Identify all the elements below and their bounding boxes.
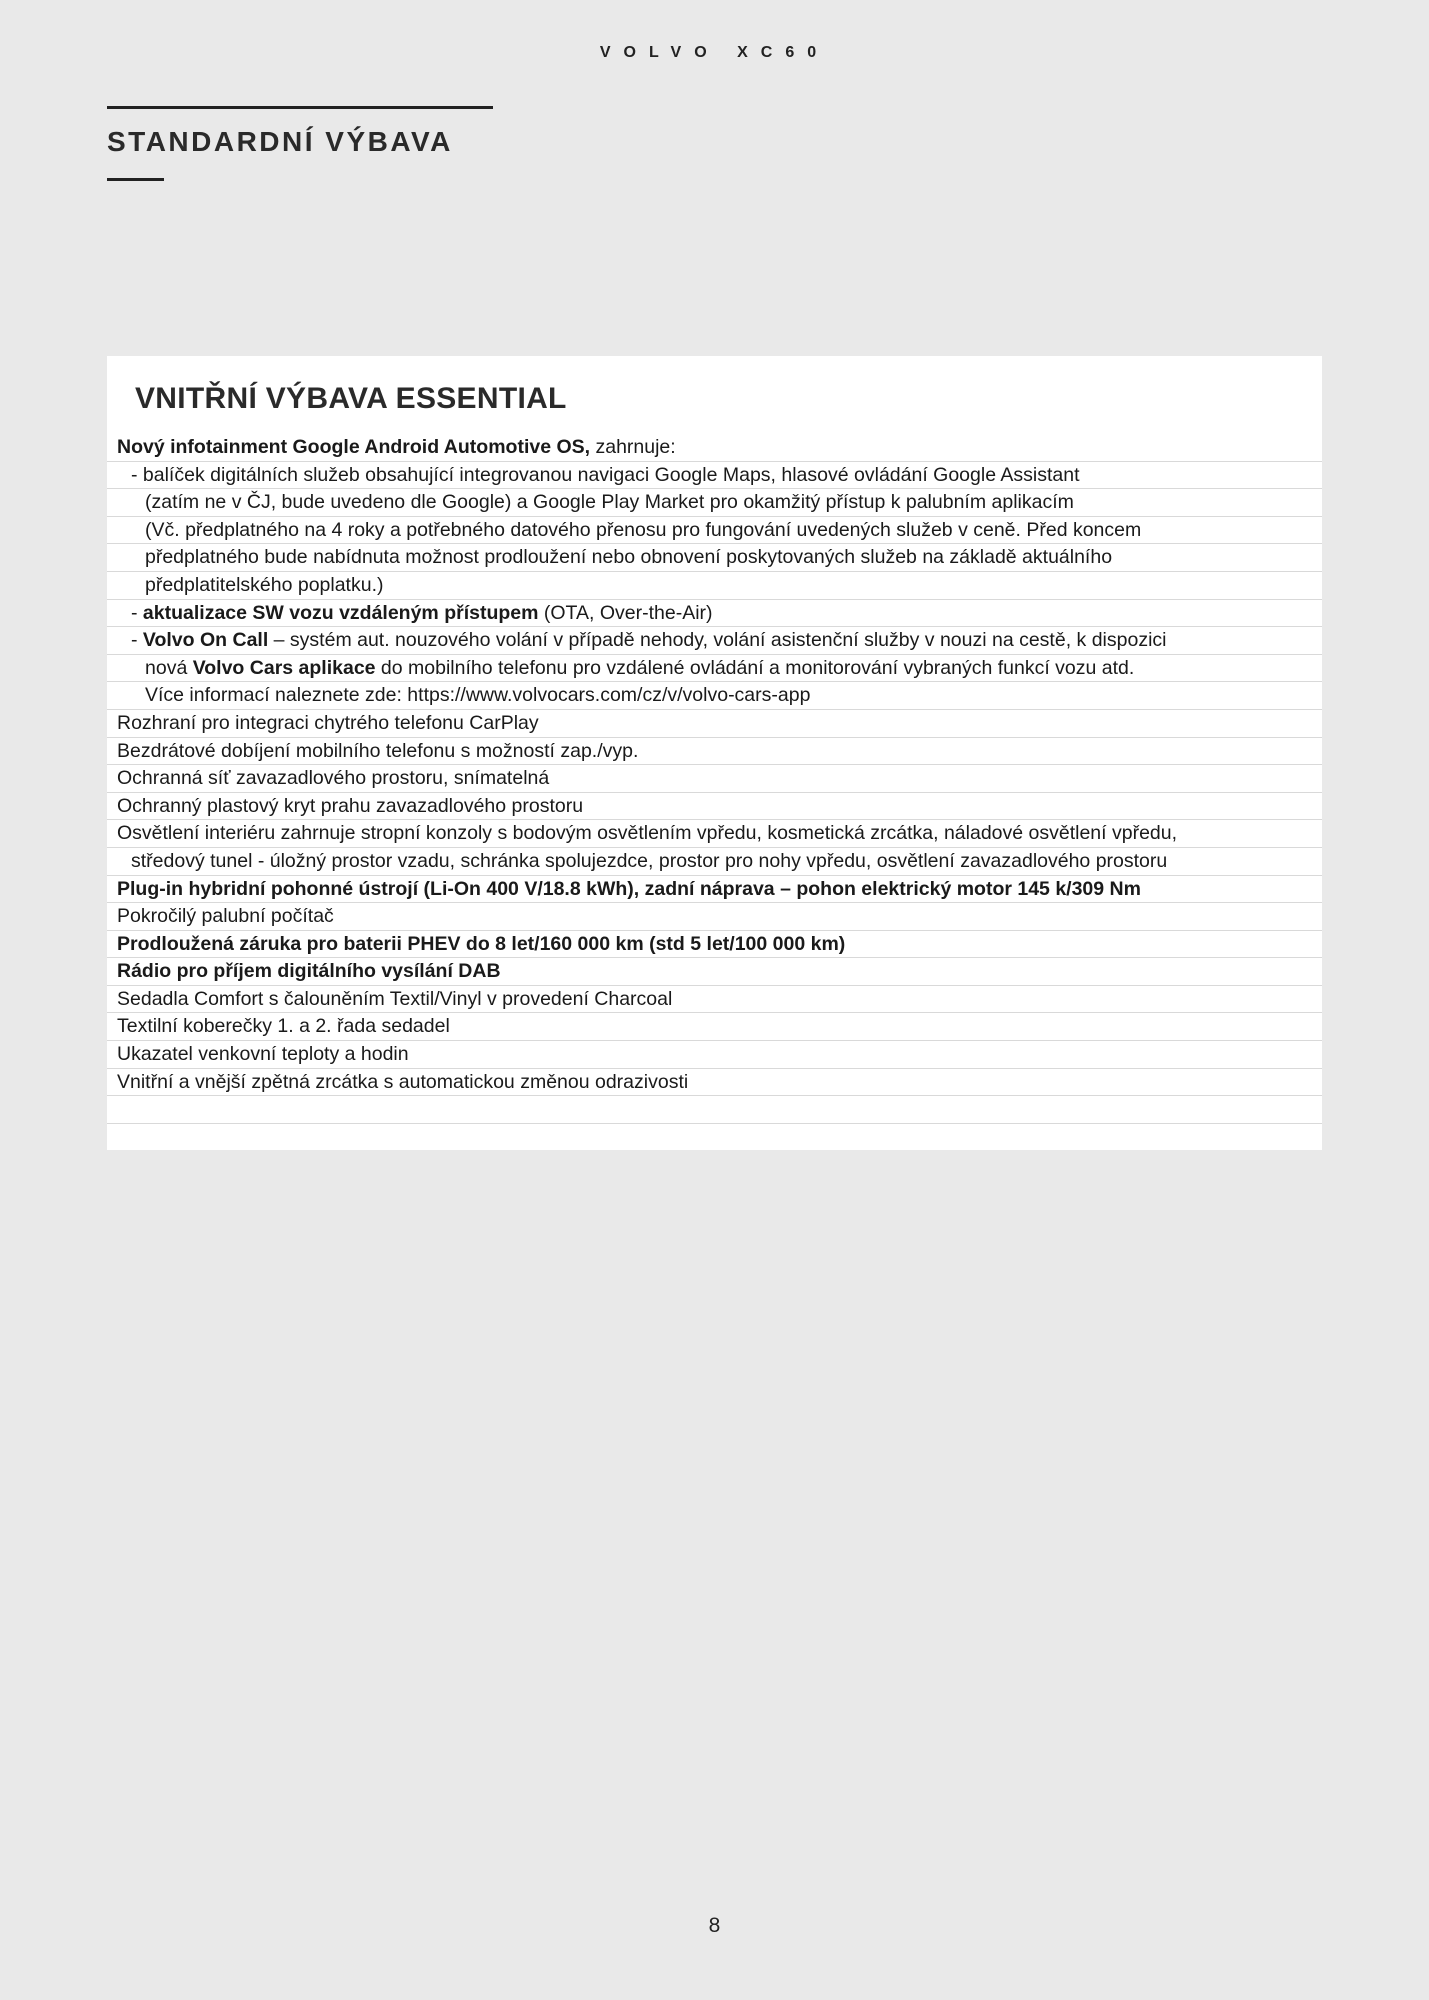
list-item: (zatím ne v ČJ, bude uvedeno dle Google) a Google Play Market pro okamžitý přístup k palubním aplikacím	[107, 489, 1322, 517]
list-item: Pokročilý palubní počítač	[107, 903, 1322, 931]
list-item: předplatitelského poplatku.)	[107, 572, 1322, 600]
list-item: Ochranný plastový kryt prahu zavazadlového prostoru	[107, 793, 1322, 821]
list-item: nová Volvo Cars aplikace do mobilního telefonu pro vzdálené ovládání a monitorování vybraných funkcí vozu atd.	[107, 655, 1322, 683]
list-item: předplatného bude nabídnuta možnost prodloužení nebo obnovení poskytovaných služeb na základě aktuálního	[107, 544, 1322, 572]
list-item: Více informací naleznete zde: https://www.volvocars.com/cz/v/volvo-cars-app	[107, 682, 1322, 710]
page-number: 8	[708, 1914, 721, 1937]
list-item: Ochranná síť zavazadlového prostoru, snímatelná	[107, 765, 1322, 793]
equipment-list	[107, 434, 1322, 1124]
list-item: Rozhraní pro integraci chytrého telefonu CarPlay	[107, 710, 1322, 738]
list-item: Bezdrátové dobíjení mobilního telefonu s možností zap./vyp.	[107, 738, 1322, 766]
title-rule-long	[107, 106, 493, 109]
equipment-panel	[107, 356, 1322, 1150]
list-item: středový tunel - úložný prostor vzadu, schránka spolujezdce, prostor pro nohy vpředu, osvětlení zavazadlového prostoru	[107, 848, 1322, 876]
brand-header: VOLVO XC60	[599, 44, 830, 61]
list-item: - balíček digitálních služeb obsahující integrovanou navigaci Google Maps, hlasové ovládání Google Assistant	[107, 462, 1322, 490]
list-item: Sedadla Comfort s čalouněním Textil/Vinyl v provedení Charcoal	[107, 986, 1322, 1014]
list-item: Ukazatel venkovní teploty a hodin	[107, 1041, 1322, 1069]
title-rule-short	[107, 178, 164, 181]
list-item: Plug-in hybridní pohonné ústrojí (Li-On 400 V/18.8 kWh), zadní náprava – pohon elektrický motor 145 k/309 Nm	[107, 876, 1322, 904]
list-item: Osvětlení interiéru zahrnuje stropní konzoly s bodovým osvětlením vpředu, kosmetická zrcátka, náladové osvětlení vpředu,	[107, 820, 1322, 848]
list-item: Vnitřní a vnější zpětná zrcátka s automatickou změnou odrazivosti	[107, 1069, 1322, 1097]
list-item: - aktualizace SW vozu vzdáleným přístupem (OTA, Over-the-Air)	[107, 600, 1322, 628]
list-item: (Vč. předplatného na 4 roky a potřebného datového přenosu pro fungování uvedených služeb v ceně. Před koncem	[107, 517, 1322, 545]
list-item-empty	[107, 1096, 1322, 1124]
panel-title: VNITŘNÍ VÝBAVA ESSENTIAL	[135, 382, 567, 415]
list-item: Rádio pro příjem digitálního vysílání DAB	[107, 958, 1322, 986]
list-item: Nový infotainment Google Android Automotive OS, zahrnuje:	[107, 434, 1322, 462]
list-item: Prodloužená záruka pro baterii PHEV do 8 let/160 000 km (std 5 let/100 000 km)	[107, 931, 1322, 959]
list-item: Textilní koberečky 1. a 2. řada sedadel	[107, 1013, 1322, 1041]
section-title: STANDARDNÍ VÝBAVA	[107, 126, 453, 157]
list-item: - Volvo On Call – systém aut. nouzového volání v případě nehody, volání asistenční služby v nouzi na cestě, k dispozici	[107, 627, 1322, 655]
